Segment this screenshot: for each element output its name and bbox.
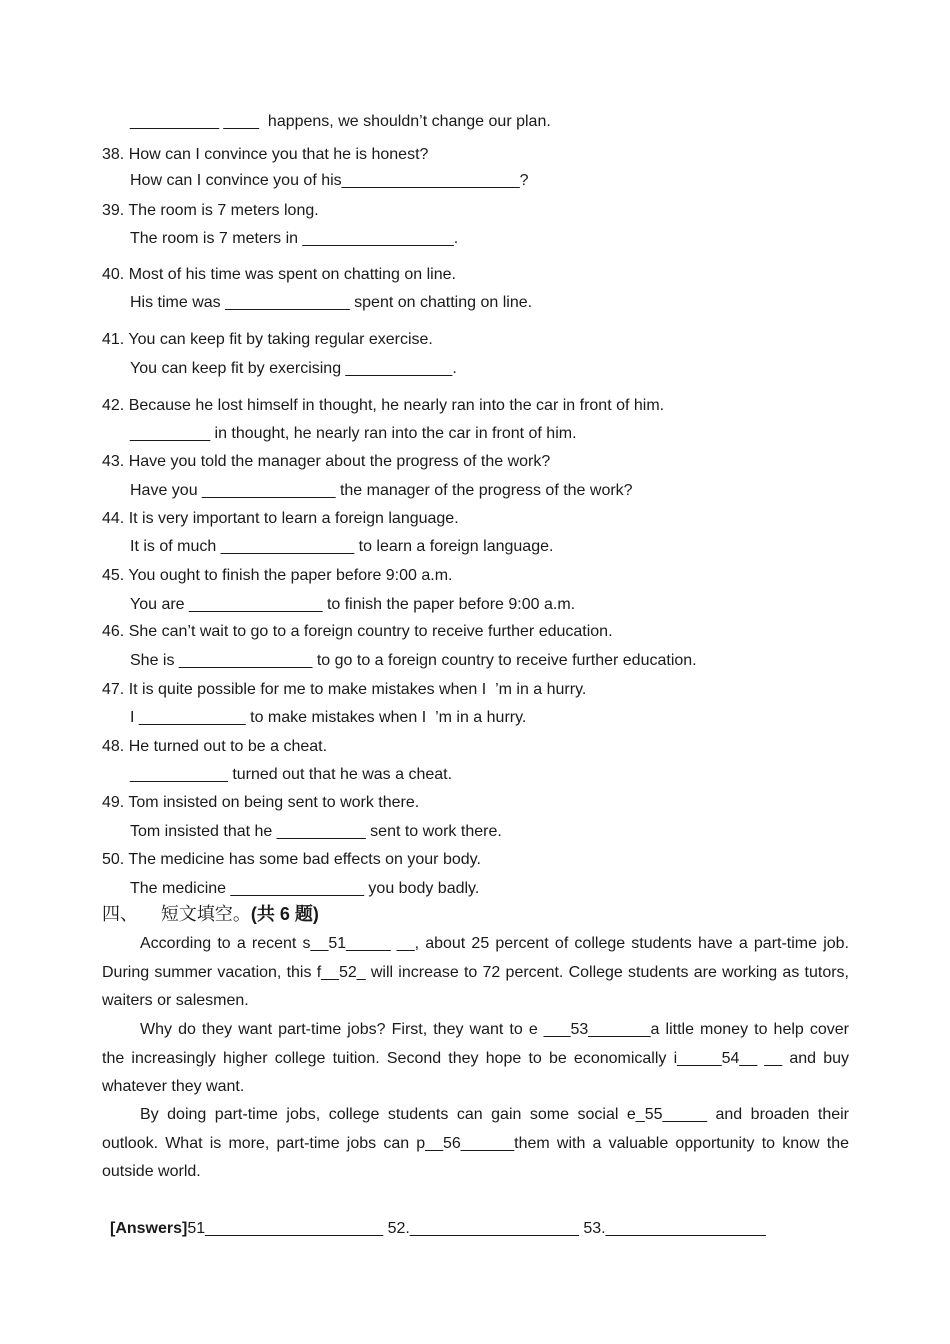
- exercise-question: 50. The medicine has some bad effects on your body.: [102, 851, 481, 868]
- passage-paragraph-2: [102, 1016, 849, 1102]
- section-count-open: (共: [250, 904, 280, 924]
- exercise-answer-line: Have you _______________ the manager of the progress of the work?: [130, 482, 633, 499]
- exercise-answer-line: You can keep fit by exercising ____________.: [130, 360, 457, 377]
- passage-paragraph-3: [102, 1101, 849, 1187]
- exercise-question: 46. She can’t wait to go to a foreign country to receive further education.: [102, 623, 613, 640]
- section-title: 短文填空。: [160, 904, 251, 925]
- exercise-question: 43. Have you told the manager about the progress of the work?: [102, 453, 551, 470]
- section-heading: [102, 902, 319, 927]
- passage-text: By doing part-time jobs, college students can gain some social e_55_____ and broaden their outlook. What is more, part-time jobs can p__56______them with a valuable opportunity to know the outside world.: [102, 1106, 849, 1180]
- exercise-answer-line: _________ in thought, he nearly ran into the car in front of him.: [130, 425, 577, 442]
- exercise-question: 48. He turned out to be a cheat.: [102, 738, 328, 755]
- exercise-answer-line: ___________ turned out that he was a cheat.: [130, 766, 453, 783]
- exercise-question: 39. The room is 7 meters long.: [102, 202, 319, 219]
- exercise-question: 45. You ought to finish the paper before 9:00 a.m.: [102, 567, 453, 584]
- passage-paragraph-1: [102, 930, 849, 1016]
- exercise-question: 44. It is very important to learn a foreign language.: [102, 510, 459, 527]
- passage-text: According to a recent s__51_____ __, about 25 percent of college students have a part-time job. During summer vacation, this f__52_ will increase to 72 percent. College students are working as tutors, waiters or salesmen.: [102, 935, 849, 1009]
- section-number: 四、: [102, 904, 138, 925]
- answers-label: [Answers]: [110, 1220, 188, 1237]
- exercise-answer-line: You are _______________ to finish the paper before 9:00 a.m.: [130, 596, 576, 613]
- exercise-question: 49. Tom insisted on being sent to work there.: [102, 794, 420, 811]
- exercise-answer-line: Tom insisted that he __________ sent to work there.: [130, 823, 502, 840]
- exercise-question: 47. It is quite possible for me to make mistakes when I ’m in a hurry.: [102, 681, 587, 698]
- exercise-answer-line: How can I convince you of his____________________?: [130, 172, 529, 189]
- section-count-num: 6: [279, 904, 290, 924]
- answers-line: [110, 1218, 766, 1240]
- exercise-question: 42. Because he lost himself in thought, he nearly ran into the car in front of him.: [102, 397, 665, 414]
- exercise-answer-line: I ____________ to make mistakes when I ’m in a hurry.: [130, 709, 527, 726]
- exercise-answer-line: His time was ______________ spent on chatting on line.: [130, 294, 533, 311]
- exercise-question: 38. How can I convince you that he is honest?: [102, 146, 429, 163]
- exercise-question: 40. Most of his time was spent on chatting on line.: [102, 266, 456, 283]
- exercise-question: 41. You can keep fit by taking regular exercise.: [102, 331, 433, 348]
- passage-text: Why do they want part-time jobs? First, they want to e ___53_______a little money to help cover the increasingly higher college tuition. Second they hope to be economically i_____54__ __ and buy whatever they want.: [102, 1021, 849, 1095]
- exercise-answer-line: The medicine _______________ you body badly.: [130, 880, 480, 897]
- section-count-close: 题): [289, 904, 319, 924]
- exercise-answer-line: She is _______________ to go to a foreign country to receive further education.: [130, 652, 697, 669]
- answers-blanks: 51____________________ 52.___________________ 53.__________________: [187, 1220, 766, 1237]
- exercise-line: __________ ____ happens, we shouldn’t change our plan.: [130, 113, 551, 130]
- exercise-answer-line: The room is 7 meters in _________________.: [130, 230, 459, 247]
- exercise-answer-line: It is of much _______________ to learn a foreign language.: [130, 538, 554, 555]
